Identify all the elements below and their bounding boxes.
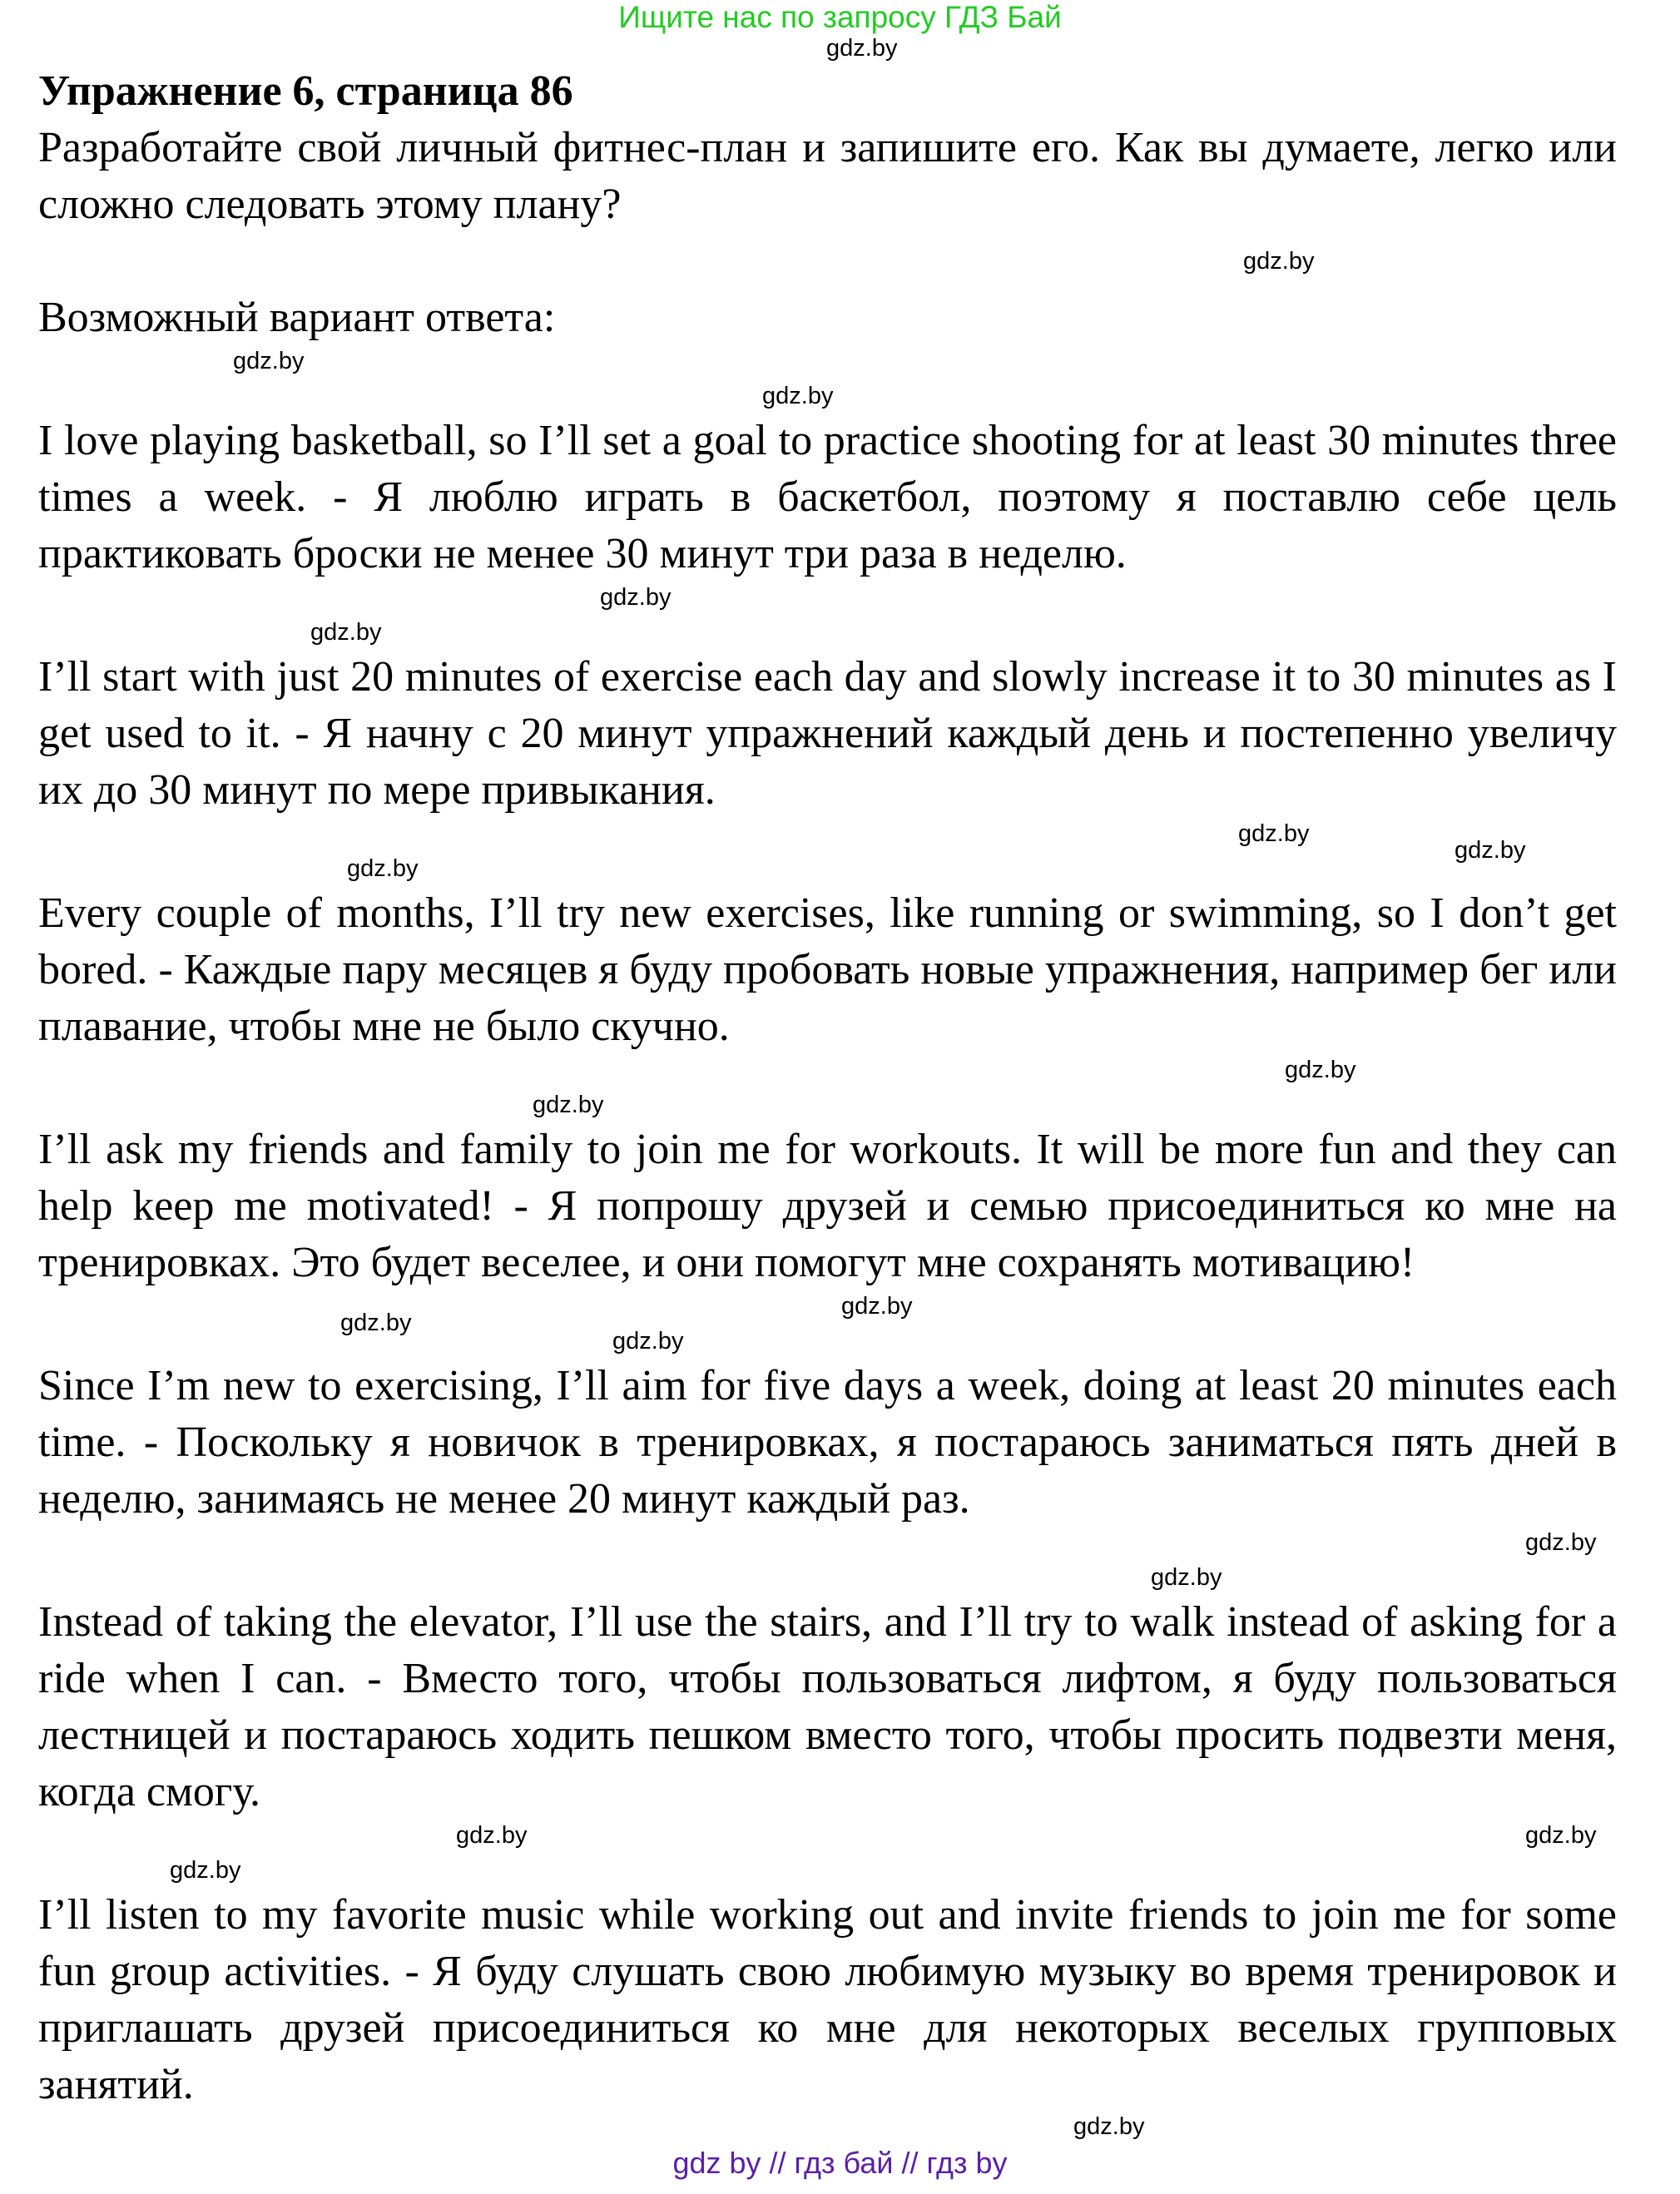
watermark-row <box>38 582 1617 649</box>
watermark: gdz.by <box>1073 2113 1145 2140</box>
watermark: gdz.by <box>310 619 382 646</box>
answer-paragraph: Instead of taking the elevator, I’ll use the stairs, and I’ll try to walk instead of asking for a ride when I can. - Вместо того, чтобы пользоваться лифтом, я буду пользоваться лестницей и постараюсь ходить пешком вместо того, чтобы просить подвезти меня, когда смогу. <box>38 1598 1617 1815</box>
watermark-row <box>0 35 1680 63</box>
question-text: Разработайте свой личный фитнес-план и запишите его. Как вы думаете, легко или сложно следовать этому плану? <box>38 124 1617 228</box>
answer-paragraph: Every couple of months, I’ll try new exercises, like running or swimming, so I don’t get bored. - Каждые пару месяцев я буду пробовать новые упражнения, например бег или плавание, чтобы мне не было скучно. <box>38 889 1617 1050</box>
watermark: gdz.by <box>1285 1057 1356 1083</box>
watermark-row <box>38 1055 1617 1122</box>
footer-links: gdz by // гдз бай // гдз by <box>672 2146 1008 2180</box>
watermark: gdz.by <box>456 1822 528 1849</box>
document-body <box>0 63 1680 2142</box>
watermark: gdz.by <box>347 855 419 882</box>
answer-label: Возможный вариант ответа: <box>38 294 556 341</box>
answer-paragraph: I’ll ask my friends and family to join me for workouts. It will be more fun and they can help keep me motivated! - Я попрошу друзей и семью присоединиться ко мне на тренировках. Это будет веселее, и они помогут мне сохранять мотивацию! <box>38 1126 1617 1286</box>
watermark: gdz.by <box>1525 1822 1597 1849</box>
watermark: gdz.by <box>826 35 898 62</box>
watermark-row <box>38 819 1617 885</box>
watermark: gdz.by <box>1151 1564 1222 1591</box>
watermark: gdz.by <box>533 1092 604 1118</box>
watermark: gdz.by <box>612 1328 684 1355</box>
watermark: gdz.by <box>170 1857 241 1884</box>
watermark: gdz.by <box>600 584 672 611</box>
exercise-title: Упражнение 6, страница 86 <box>38 67 573 115</box>
answer-paragraph: I’ll listen to my favorite music while working out and invite friends to join me for some fun group activities. - Я буду слушать свою любимую музыку во время тренировок и приглашать друзей присоединиться ко мне для некоторых веселых групповых занятий. <box>38 1891 1617 2108</box>
answer-paragraph: I love playing basketball, so I’ll set a goal to practice shooting for at least 30 minutes three times a week. - Я люблю играть в баскетбол, поэтому я поставлю себе цель практиковать броски не менее 30 минут три раза в неделю. <box>38 417 1617 577</box>
watermark-row <box>38 1291 1617 1358</box>
watermark: gdz.by <box>1525 1529 1597 1556</box>
search-banner: Ищите нас по запросу ГДЗ Бай <box>618 0 1062 34</box>
answer-paragraph: Since I’m new to exercising, I’ll aim for five days a week, doing at least 20 minutes each time. - Поскольку я новичок в тренировках, я постараюсь заниматься пять дней в неделю, занимаясь не менее 20 минут каждый раз. <box>38 1362 1617 1523</box>
watermark: gdz.by <box>233 348 305 374</box>
watermark-row <box>38 233 1617 290</box>
watermark-row <box>38 1528 1617 1594</box>
watermark: gdz.by <box>340 1310 412 1336</box>
watermark-row <box>38 1820 1617 1887</box>
watermark: gdz.by <box>841 1293 913 1320</box>
watermark: gdz.by <box>762 383 834 409</box>
watermark: gdz.by <box>1455 837 1526 864</box>
answer-paragraph: I’ll start with just 20 minutes of exercise each day and slowly increase it to 30 minutes as I get used to it. - Я начну с 20 минут упражнений каждый день и постепенно увеличу их до 30 минут по мере привыкания. <box>38 653 1617 814</box>
watermark: gdz.by <box>1238 820 1310 847</box>
watermark: gdz.by <box>1243 248 1315 275</box>
watermark-row <box>38 2113 1617 2142</box>
watermark-row <box>38 346 1617 413</box>
